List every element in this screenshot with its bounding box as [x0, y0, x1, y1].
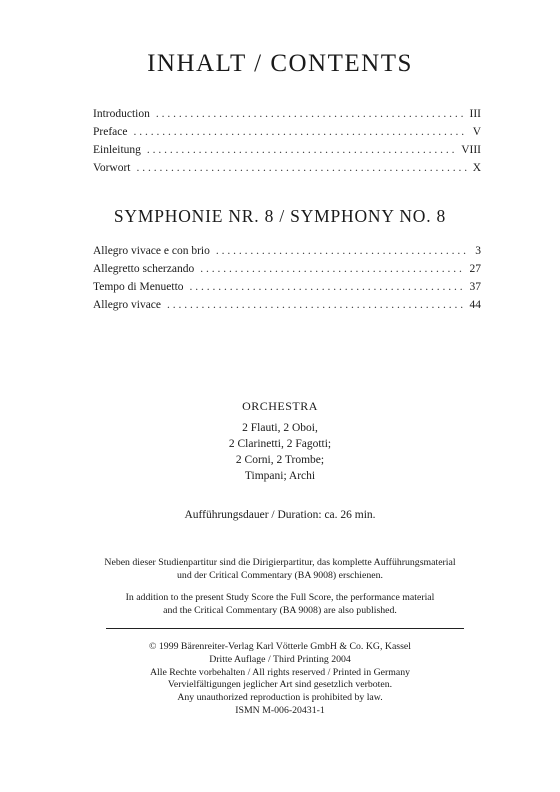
toc-entry-page: 44: [469, 299, 481, 311]
toc-entry-page: III: [469, 108, 481, 120]
toc-entry-movement-4: [93, 296, 481, 314]
page-title: INHALT / CONTENTS: [147, 50, 413, 77]
toc-entry-page: 37: [469, 281, 481, 293]
toc-entry-label: Allegretto scherzando: [93, 263, 195, 275]
toc-leader-dots: [167, 296, 463, 314]
toc-entry-label: Allegro vivace e con brio: [93, 245, 210, 257]
toc-entry-page: 3: [475, 245, 481, 257]
toc-entry-label: Einleitung: [93, 144, 141, 156]
toc-leader-dots: [136, 159, 466, 177]
toc-entry-vorwort: [93, 159, 481, 177]
orchestra-heading: ORCHESTRA: [242, 399, 318, 413]
horizontal-divider: [106, 628, 464, 629]
toc-leader-dots: [156, 105, 464, 123]
movements-toc: [93, 242, 481, 314]
toc-entry-label: Preface: [93, 126, 128, 138]
toc-entry-preface: [93, 123, 481, 141]
note-line: und der Critical Commentary (BA 9008) erschienen.: [177, 570, 383, 581]
performance-duration: Aufführungsdauer / Duration: ca. 26 min.: [184, 509, 376, 521]
toc-entry-movement-1: [93, 242, 481, 260]
note-line: In addition to the present Study Score the Full Score, the performance material: [125, 592, 435, 603]
toc-entry-page: V: [472, 126, 481, 138]
toc-entry-movement-3: [93, 278, 481, 296]
symphony-title: SYMPHONIE NR. 8 / SYMPHONY NO. 8: [113, 206, 447, 226]
toc-entry-page: X: [472, 162, 481, 174]
copyright-imprint: [0, 641, 560, 718]
instrumentation-line: 2 Corni, 2 Trombe;: [235, 454, 325, 466]
toc-entry-page: 27: [469, 263, 481, 275]
toc-leader-dots: [216, 242, 469, 260]
note-line: Neben dieser Studienpartitur sind die Dirigierpartitur, das komplette Aufführungsmaterial: [104, 557, 456, 568]
toc-entry-einleitung: [93, 141, 481, 159]
toc-entry-label: Introduction: [93, 108, 150, 120]
instrumentation-line: 2 Flauti, 2 Oboi,: [242, 422, 318, 434]
toc-leader-dots: [147, 141, 455, 159]
toc-entry-label: Vorwort: [93, 162, 131, 174]
orchestra-block: [0, 398, 560, 484]
publication-note-english: [0, 591, 560, 617]
toc-entry-label: Tempo di Menuetto: [93, 281, 184, 293]
toc-entry-page: VIII: [461, 144, 481, 156]
toc-entry-label: Allegro vivace: [93, 299, 162, 311]
imprint-line: Any unauthorized reproduction is prohibited by law.: [177, 692, 383, 704]
note-line: and the Critical Commentary (BA 9008) are also published.: [163, 605, 397, 616]
instrumentation-line: Timpani; Archi: [244, 470, 316, 482]
imprint-line: ISMN M-006-20431-1: [235, 704, 325, 716]
imprint-line: © 1999 Bärenreiter-Verlag Karl Vötterle GmbH & Co. KG, Kassel: [149, 641, 411, 652]
toc-leader-dots: [200, 260, 463, 278]
imprint-line: Alle Rechte vorbehalten / All rights reserved / Printed in Germany: [149, 666, 411, 678]
front-matter-toc: [93, 105, 481, 177]
imprint-line: Dritte Auflage / Third Printing 2004: [209, 653, 351, 665]
instrumentation-line: 2 Clarinetti, 2 Fagotti;: [228, 438, 332, 450]
toc-entry-movement-2: [93, 260, 481, 278]
toc-leader-dots: [133, 123, 466, 141]
publication-note-german: [0, 556, 560, 582]
toc-entry-introduction: [93, 105, 481, 123]
imprint-line: Vervielfältigungen jeglicher Art sind gesetzlich verboten.: [167, 679, 393, 691]
toc-leader-dots: [190, 278, 464, 296]
